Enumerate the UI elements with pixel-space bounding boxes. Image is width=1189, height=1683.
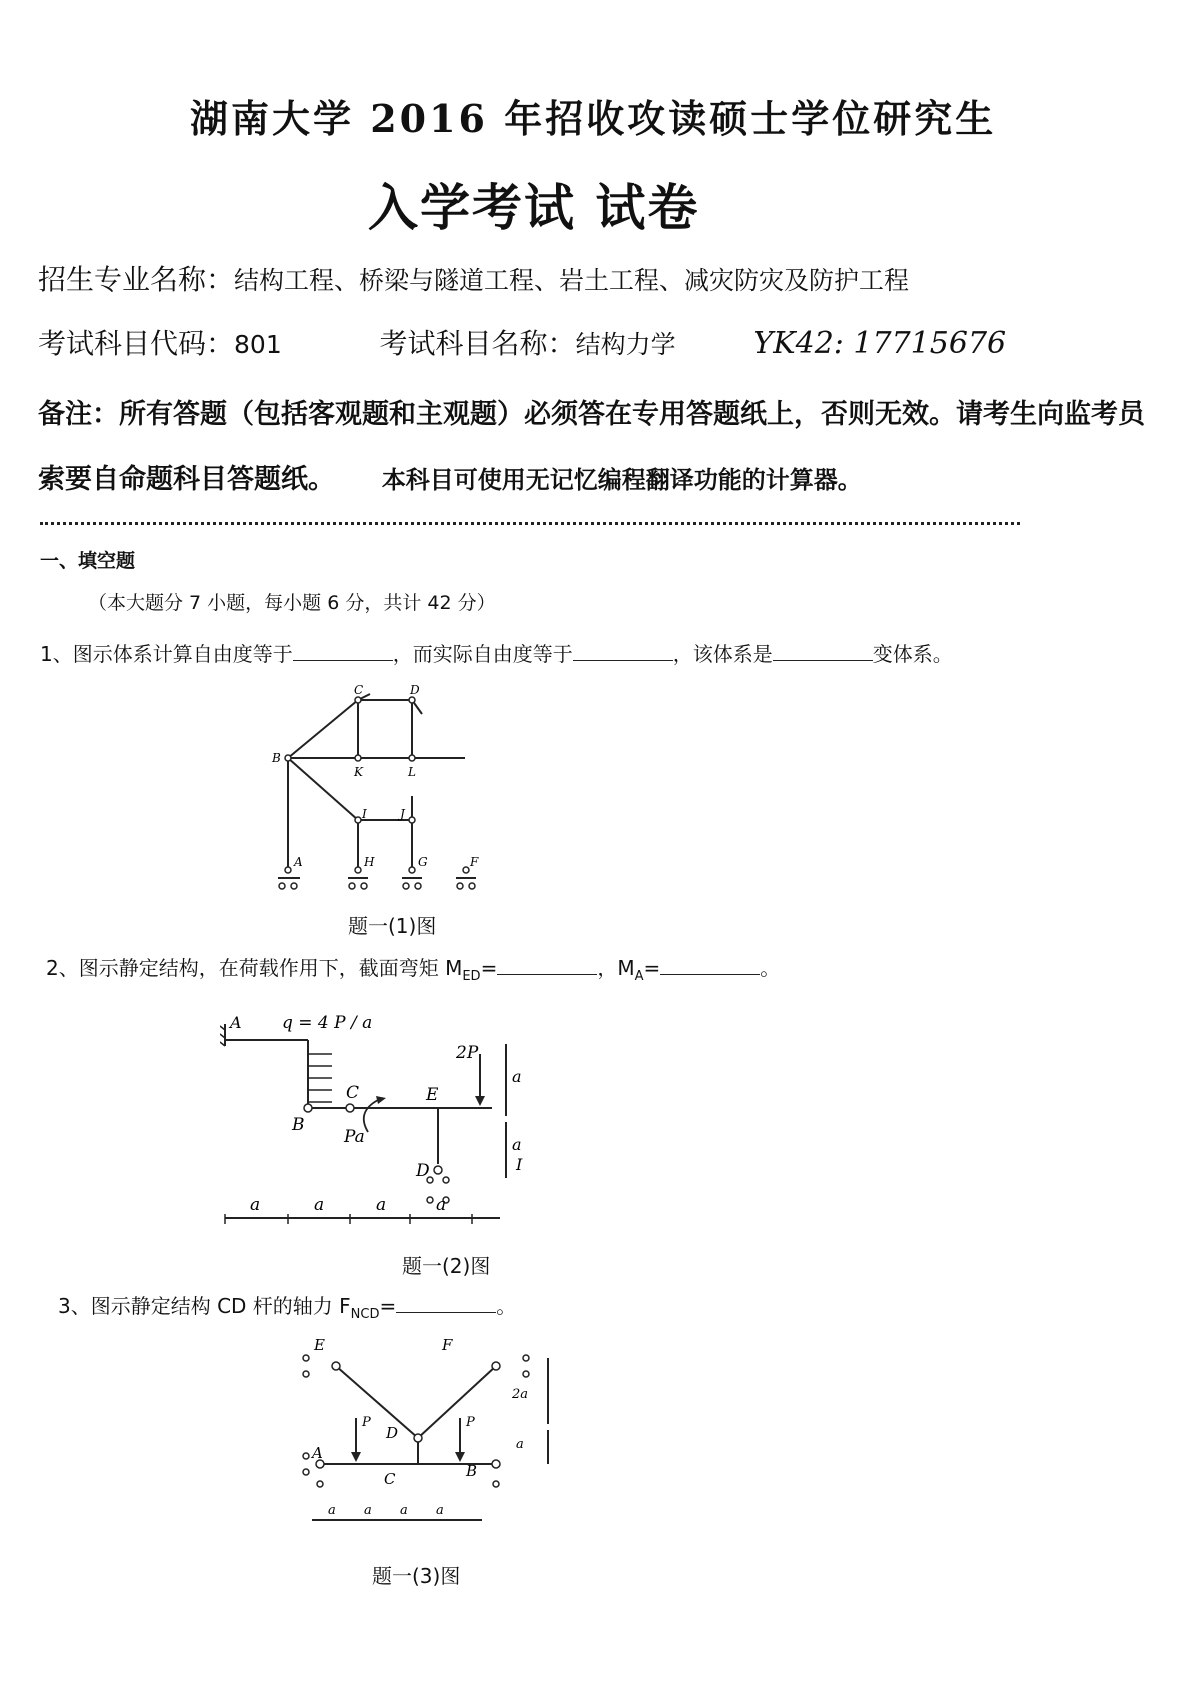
exam-title-line1: 湖南大学 2016 年招收攻读硕士学位研究生 bbox=[190, 96, 997, 141]
q2-text-5: 。 bbox=[760, 956, 781, 980]
q3-label-a-right: a bbox=[516, 1437, 524, 1452]
caption-q1: 题一(1)图 bbox=[348, 914, 437, 938]
q3-label-C: C bbox=[384, 1470, 396, 1488]
q2-label-a-lower: a bbox=[512, 1135, 522, 1154]
q3-dim-a1: a bbox=[328, 1503, 336, 1518]
q1-label-K: K bbox=[354, 765, 363, 779]
exam-title-line2: 入学考试 试卷 bbox=[368, 178, 700, 237]
q3-text-1: 3、图示静定结构 CD 杆的轴力 F bbox=[58, 1294, 351, 1318]
q1-label-B: B bbox=[272, 751, 281, 765]
q3-dim-a4: a bbox=[436, 1503, 444, 1518]
q2-label-C: C bbox=[346, 1083, 360, 1103]
code-label: 考试科目代码： bbox=[38, 327, 235, 360]
question-3 bbox=[58, 1290, 516, 1322]
question-2 bbox=[46, 952, 780, 984]
q2-blank-2 bbox=[660, 956, 760, 975]
major-label: 招生专业名称： bbox=[38, 263, 235, 296]
q1-label-L: L bbox=[408, 765, 416, 779]
q2-label-a-upper: a bbox=[512, 1067, 522, 1086]
subject-label: 考试科目名称： bbox=[379, 327, 576, 360]
remarks-line2 bbox=[38, 457, 862, 496]
q3-text-2: = bbox=[379, 1294, 397, 1318]
q2-label-I: I bbox=[516, 1155, 523, 1174]
q2-label-2P: 2P bbox=[456, 1043, 479, 1063]
q2-dim-a3: a bbox=[376, 1195, 387, 1215]
figure-q2 bbox=[220, 1004, 540, 1244]
q1-label-F: F bbox=[470, 855, 479, 869]
q3-label-P-left: P bbox=[362, 1415, 371, 1430]
q1-blank-2 bbox=[573, 642, 673, 661]
q3-dim-a3: a bbox=[400, 1503, 408, 1518]
figure-q3 bbox=[300, 1334, 570, 1534]
q1-label-C: C bbox=[354, 684, 364, 697]
q3-label-A: A bbox=[312, 1444, 323, 1462]
q2-text-4: = bbox=[643, 956, 661, 980]
subject-value: 结构力学 bbox=[575, 330, 676, 359]
q2-text-1: 2、图示静定结构，在荷载作用下，截面弯矩 M bbox=[46, 956, 463, 980]
subject-line bbox=[38, 322, 1006, 362]
q2-label-B: B bbox=[292, 1115, 305, 1135]
q1-text-2: ，而实际自由度等于 bbox=[392, 642, 573, 666]
q2-label-E: E bbox=[426, 1085, 439, 1105]
q2-text-3: ，M bbox=[597, 956, 635, 980]
q2-blank-1 bbox=[497, 956, 597, 975]
q1-text-1: 1、图示体系计算自由度等于 bbox=[40, 642, 293, 666]
q3-sub-NCD: NCD bbox=[350, 1307, 380, 1322]
figure-q1 bbox=[270, 684, 490, 899]
q1-label-H: H bbox=[364, 855, 375, 869]
q1-label-J: J bbox=[400, 807, 405, 821]
q2-sub-ED: ED bbox=[462, 969, 481, 984]
q2-sub-A: A bbox=[634, 969, 644, 984]
q3-label-B: B bbox=[466, 1462, 478, 1480]
major-line bbox=[38, 258, 909, 298]
remarks-line2a: 索要自命题科目答题纸。 bbox=[38, 464, 335, 495]
q1-text-3: ，该体系是 bbox=[672, 642, 773, 666]
caption-q2: 题一(2)图 bbox=[402, 1254, 491, 1278]
q2-dim-a1: a bbox=[250, 1195, 261, 1215]
section-note: （本大题分 7 小题，每小题 6 分，共计 42 分） bbox=[88, 592, 496, 614]
q3-blank-1 bbox=[396, 1294, 496, 1313]
handwritten-note: YK42: 17715676 bbox=[753, 326, 1007, 361]
q1-blank-3 bbox=[773, 642, 873, 661]
q1-text-4: 变体系。 bbox=[872, 642, 953, 666]
q2-label-D: D bbox=[416, 1161, 430, 1181]
q3-label-D: D bbox=[386, 1424, 399, 1442]
separator-dotted bbox=[40, 522, 1020, 525]
q1-label-A: A bbox=[294, 855, 303, 869]
q3-label-P-right: P bbox=[466, 1415, 475, 1430]
q1-blank-1 bbox=[293, 642, 393, 661]
q3-text-3: 。 bbox=[496, 1294, 517, 1318]
q1-label-I: I bbox=[362, 807, 367, 821]
q2-text-2: = bbox=[480, 956, 498, 980]
q1-label-G: G bbox=[418, 855, 428, 869]
q2-dim-a4: a bbox=[436, 1195, 447, 1215]
q2-label-Pa: Pa bbox=[344, 1127, 365, 1147]
question-1 bbox=[40, 638, 953, 667]
q3-label-2a: 2a bbox=[512, 1387, 529, 1402]
q3-dim-a2: a bbox=[364, 1503, 372, 1518]
remarks-line1: 备注：所有答题（包括客观题和主观题）必须答在专用答题纸上，否则无效。请考生向监考员 bbox=[38, 399, 1145, 430]
q2-label-q: q = 4 P / a bbox=[282, 1013, 373, 1033]
code-value: 801 bbox=[234, 330, 282, 359]
q3-label-E: E bbox=[314, 1336, 325, 1354]
q2-dim-a2: a bbox=[314, 1195, 325, 1215]
q3-label-F: F bbox=[442, 1336, 453, 1354]
q2-label-A: A bbox=[230, 1013, 242, 1032]
section-title: 一、填空题 bbox=[40, 550, 136, 572]
caption-q3: 题一(3)图 bbox=[372, 1564, 461, 1588]
q1-label-D: D bbox=[410, 684, 420, 697]
remarks-line2b: 本科目可使用无记忆编程翻译功能的计算器。 bbox=[381, 465, 862, 494]
major-value: 结构工程、桥梁与隧道工程、岩土工程、减灾防灾及防护工程 bbox=[234, 266, 910, 295]
